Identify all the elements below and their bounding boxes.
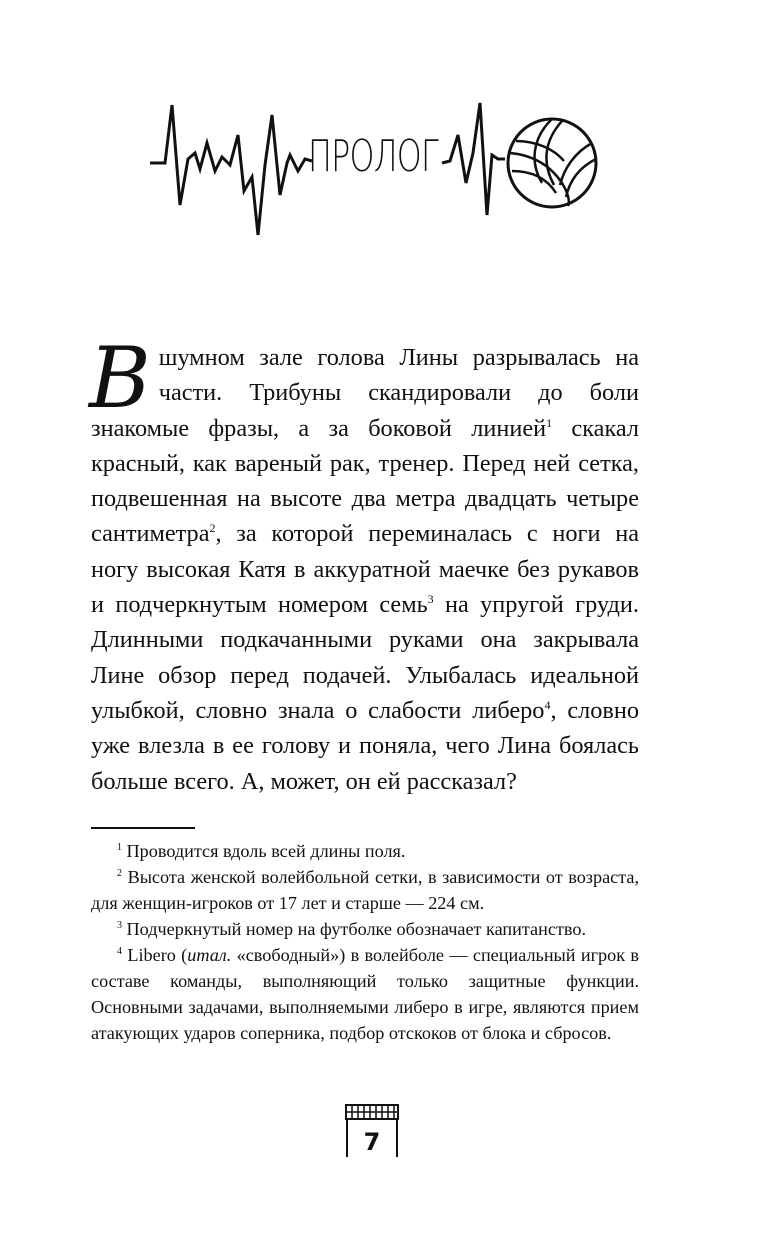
chapter-title: ПРОЛОГ [308,131,438,182]
footnote [91,942,639,1046]
footnote-ref: 2 [209,521,216,536]
footnote [91,864,639,916]
body-text-part: шумном зале голова Лины разрывалась на части. Трибуны скандировали до боли знакомые фразы, а за боковой линией [91,344,639,442]
footnote-text: Проводится вдоль всей длины поля. [126,841,406,861]
footnote-text: Высота женской волейбольной сетки, в зависимости от возраста, для женщин-игроков от 17 лет и старше — 224 см. [91,867,640,913]
footnote-italic: итал. [187,945,232,965]
chapter-header [140,95,610,245]
footnote [91,916,639,942]
body-text-part: , за которой переминалась с ноги на ногу высокая Катя в аккуратной маечке без рукавов и подчеркнутым номером семь [91,520,639,619]
footnote-number: 1 [117,842,122,853]
volleyball-icon [502,113,602,213]
footnote [91,838,639,864]
chapter-body [89,329,639,799]
footnote-ref: 4 [544,697,551,712]
footnote-number: 2 [117,868,122,879]
footnote-divider [91,827,195,829]
footnote-ref: 1 [546,415,553,430]
body-text-part: скакал красный, как вареный рак, тренер. Перед ней сетка, подвешенная на высоте два метра двадцать четыре сантиметра [91,414,639,548]
footnote-number: 3 [117,920,122,931]
footnote-text: Libero ( [127,945,188,965]
footnote-ref: 3 [427,592,434,607]
page-number: 7 [363,1128,381,1156]
body-text-part: на упругой груди. Длинными подкачанными руками она закрывала Лине обзор перед подачей. Улыбалась идеальной улыбкой, словно знала о слабости либеро [91,591,639,724]
footnote-text: «свободный») в волейболе — специальный игрок в составе команды, выполняющий только защитные функции. Основными задачами, выполняемыми либеро в игре, являются прием атакующих ударов соперника, подбор отскоков от блока и сбросов. [91,945,640,1043]
footnotes [91,838,639,1046]
body-paragraph [89,329,639,799]
footnote-number: 4 [117,946,122,957]
footnote-text: Подчеркнутый номер на футболке обозначает капитанство. [126,919,586,939]
drop-cap: В [89,329,151,427]
body-text-part: , словно уже влезла в ее голову и поняла, чего Лина боялась больше всего. А, может, он ей рассказал? [91,696,639,795]
